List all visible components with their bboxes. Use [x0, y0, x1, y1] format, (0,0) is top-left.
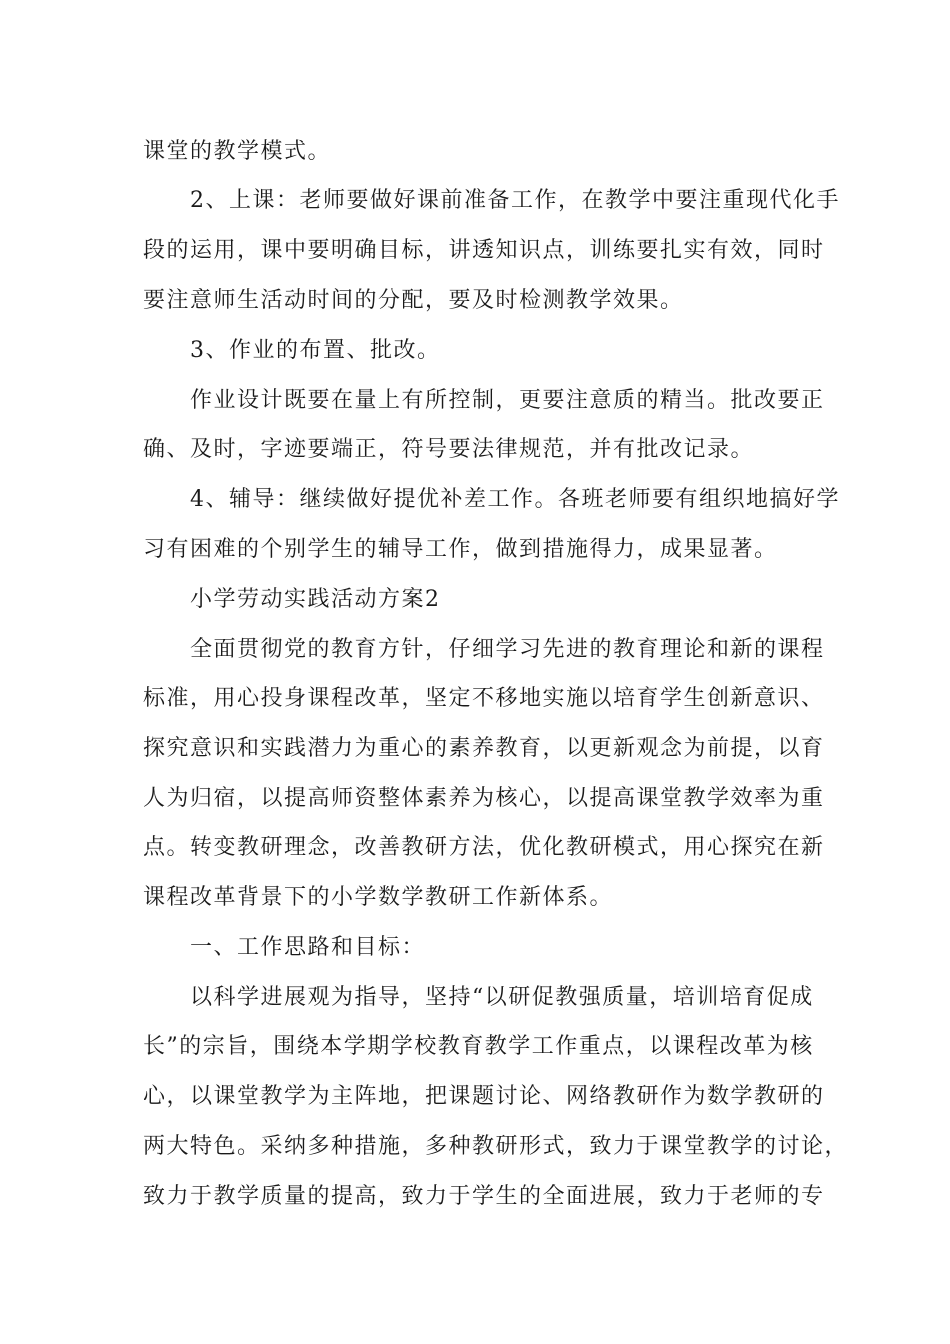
text-line: 致力于教学质量的提高，致力于学生的全面进展，致力于老师的专	[143, 1184, 825, 1209]
text-line: 2、上课：老师要做好课前准备工作，在教学中要注重现代化手	[190, 188, 840, 213]
text-line: 课程改革背景下的小学数学教研工作新体系。	[143, 885, 614, 910]
text-line: 要注意师生活动时间的分配，要及时检测教学效果。	[143, 288, 684, 313]
text-line: 探究意识和实践潜力为重心的素养教育，以更新观念为前提，以育	[143, 736, 825, 761]
text-line: 作业设计既要在量上有所控制，更要注意质的精当。批改要正	[190, 388, 825, 413]
text-line: 段的运用，课中要明确目标，讲透知识点，训练要扎实有效，同时	[143, 238, 825, 263]
section-heading: 小学劳动实践活动方案2	[190, 587, 441, 612]
text-line: 两大特色。采纳多种措施，多种教研形式，致力于课堂教学的讨论，	[143, 1134, 849, 1159]
text-line: 人为归宿，以提高师资整体素养为核心，以提高课堂教学效率为重	[143, 786, 825, 811]
text-line: 4、辅导：继续做好提优补差工作。各班老师要有组织地搞好学	[190, 487, 840, 512]
text-line: 点。转变教研理念，改善教研方法，优化教研模式，用心探究在新	[143, 835, 825, 860]
text-line: 课堂的教学模式。	[143, 139, 332, 164]
section-heading: 一、工作思路和目标：	[190, 935, 426, 960]
text-line: 长”的宗旨，围绕本学期学校教育教学工作重点，以课程改革为核	[143, 1034, 814, 1059]
text-line: 心，以课堂教学为主阵地，把课题讨论、网络教研作为数学教研的	[143, 1084, 825, 1109]
text-line: 确、及时，字迹要端正，符号要法律规范，并有批改记录。	[143, 437, 755, 462]
text-line: 标准，用心投身课程改革，坚定不移地实施以培育学生创新意识、	[143, 686, 825, 711]
text-line: 3、作业的布置、批改。	[190, 338, 441, 363]
text-line: 以科学进展观为指导，坚持“以研促教强质量，培训培育促成	[190, 985, 814, 1010]
text-line: 全面贯彻党的教育方针，仔细学习先进的教育理论和新的课程	[190, 637, 825, 662]
text-line: 习有困难的个别学生的辅导工作，做到措施得力，成果显著。	[143, 537, 778, 562]
